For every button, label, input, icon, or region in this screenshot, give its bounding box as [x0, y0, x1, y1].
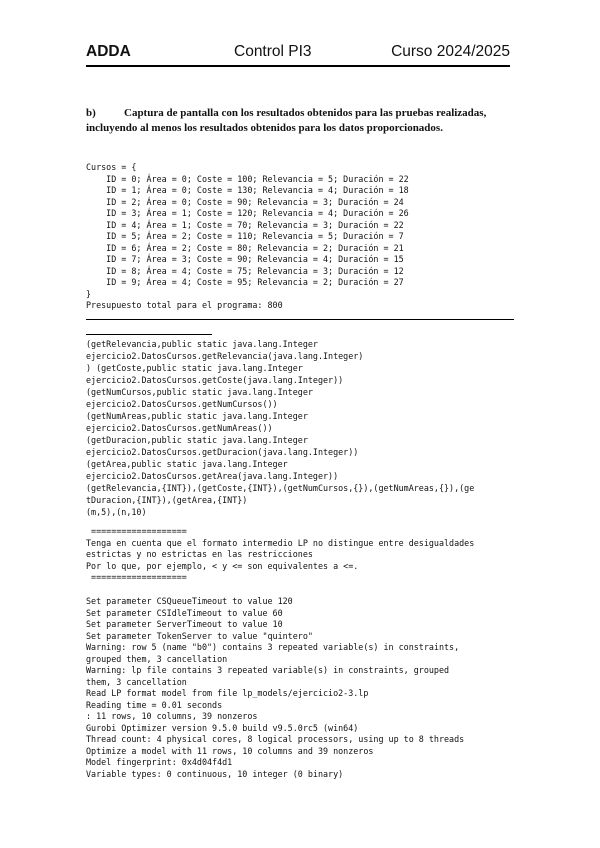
output-line: (m,5),(n,10)	[86, 507, 147, 517]
output-line: them, 3 cancellation	[86, 676, 187, 687]
output-line: ID = 3; Área = 1; Coste = 120; Relevancia = 4; Duración = 26	[86, 208, 409, 218]
output-line: Optimize a model with 11 rows, 10 columns and 39 nonzeros	[86, 745, 374, 756]
output-line: ejercicio2.DatosCursos.getNumCursos())	[86, 399, 278, 409]
output-line: ejercicio2.DatosCursos.getCoste(java.lang.Integer))	[86, 375, 344, 385]
separator-rule-short	[86, 334, 212, 335]
output-line: Set parameter TokenServer to value "quintero"	[86, 630, 313, 641]
output-line: (getNumAreas,public static java.lang.Integer	[86, 411, 308, 421]
output-line: ejercicio2.DatosCursos.getDuracion(java.lang.Integer))	[86, 447, 359, 457]
output-line: ID = 0; Área = 0; Coste = 100; Relevancia = 5; Duración = 22	[86, 173, 409, 184]
output-line: ejercicio2.DatosCursos.getNumAreas())	[86, 423, 273, 433]
output-line: Set parameter CSQueueTimeout to value 120	[86, 596, 293, 606]
header-title: Control PI3	[234, 43, 312, 60]
section-label: b)	[86, 107, 96, 119]
output-line: Presupuesto total para el programa: 800	[86, 300, 283, 310]
output-line: Set parameter CSIdleTimeout to value 60	[86, 607, 283, 618]
output-line: Variable types: 0 continuous, 10 integer (0 binary)	[86, 768, 344, 779]
output-line: tDuracion,{INT}),(getArea,{INT})	[86, 495, 248, 505]
output-line: ===================	[86, 526, 187, 536]
output-line: ID = 6; Área = 2; Coste = 80; Relevancia = 2; Duración = 21	[86, 242, 404, 253]
output-line: Reading time = 0.01 seconds	[86, 699, 223, 710]
cursos-output	[86, 162, 409, 312]
header-rule	[86, 65, 510, 67]
lp-format-note	[86, 526, 474, 584]
java-methods-output	[86, 338, 474, 518]
output-line: ID = 7; Área = 3; Coste = 90; Relevancia = 4; Duración = 15	[86, 254, 404, 264]
output-line: : 11 rows, 10 columns, 39 nonzeros	[86, 711, 258, 721]
output-line: ID = 9; Área = 4; Coste = 95; Relevancia = 2; Duración = 27	[86, 277, 404, 287]
output-line: ejercicio2.DatosCursos.getRelevancia(java.lang.Integer)	[86, 351, 364, 361]
output-line: (getNumCursos,public static java.lang.Integer	[86, 387, 313, 397]
output-line: ejercicio2.DatosCursos.getArea(java.lang.Integer))	[86, 471, 339, 481]
output-line: Warning: row 5 (name "b0") contains 3 repeated variable(s) in constraints,	[86, 642, 460, 652]
output-line: (getDuracion,public static java.lang.Integer	[86, 435, 308, 445]
output-line: ) (getCoste,public static java.lang.Integer	[86, 363, 303, 373]
output-line: }	[86, 288, 92, 299]
output-line: ID = 4; Área = 1; Coste = 70; Relevancia = 3; Duración = 22	[86, 219, 404, 230]
output-line: Cursos = {	[86, 162, 137, 172]
output-line: ID = 2; Área = 0; Coste = 90; Relevancia = 3; Duración = 24	[86, 196, 404, 207]
output-line: grouped them, 3 cancellation	[86, 653, 228, 664]
output-line: Thread count: 4 physical cores, 8 logical processors, using up to 8 threads	[86, 734, 465, 744]
header-course-code: ADDA	[86, 43, 131, 60]
gurobi-log-output	[86, 596, 464, 780]
output-line: (getRelevancia,{INT}),(getCoste,{INT}),(getNumCursos,{}),(getNumAreas,{}),(ge	[86, 483, 475, 493]
output-line: ===================	[86, 572, 187, 582]
section-heading	[86, 106, 516, 136]
output-line: (getArea,public static java.lang.Integer	[86, 459, 288, 469]
header-course-year: Curso 2024/2025	[391, 43, 510, 60]
output-line: Gurobi Optimizer version 9.5.0 build v9.5.0rc5 (win64)	[86, 722, 359, 733]
output-line: Tenga en cuenta que el formato intermedio LP no distingue entre desigualdades	[86, 537, 475, 548]
output-line: Read LP format model from file lp_models/ejercicio2-3.lp	[86, 688, 369, 698]
output-line: Warning: lp file contains 3 repeated variable(s) in constraints, grouped	[86, 665, 450, 675]
output-line: ID = 8; Área = 4; Coste = 75; Relevancia = 3; Duración = 12	[86, 265, 404, 276]
separator-rule	[86, 319, 514, 320]
output-line: (getRelevancia,public static java.lang.Integer	[86, 339, 318, 349]
output-line: Set parameter ServerTimeout to value 10	[86, 619, 283, 629]
output-line: estrictas y no estrictas en las restricciones	[86, 549, 313, 559]
output-line: Model fingerprint: 0x4d04f4d1	[86, 757, 233, 767]
page-header	[86, 40, 510, 66]
output-line: Por lo que, por ejemplo, < y <= son equivalentes a <=.	[86, 560, 359, 571]
output-line: ID = 5; Área = 2; Coste = 110; Relevancia = 5; Duración = 7	[86, 231, 404, 241]
section-text: Captura de pantalla con los resultados obtenidos para las pruebas realizadas, incluyendo al menos los resultados obtenidos para los datos proporcionados.	[86, 107, 487, 134]
output-line: ID = 1; Área = 0; Coste = 130; Relevancia = 4; Duración = 18	[86, 185, 409, 195]
